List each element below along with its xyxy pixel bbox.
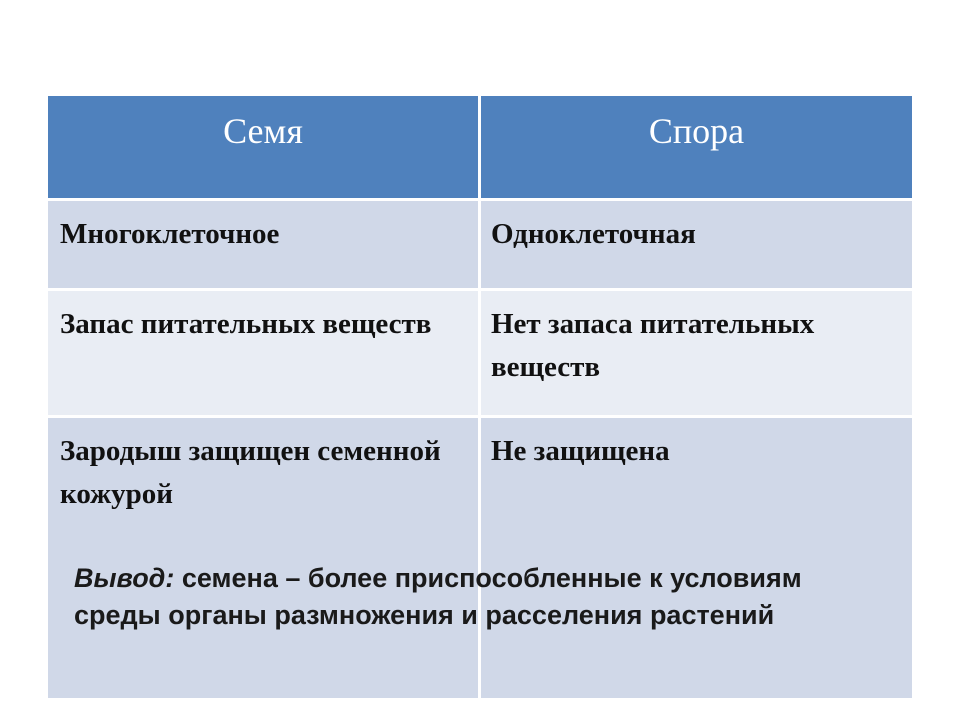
table-cell: Не защищена [481,418,912,698]
conclusion-lead: Вывод: [74,563,175,593]
table-cell: Одноклеточная [481,201,912,288]
table-cell: Запас питательных веществ [48,291,478,415]
table-row [48,418,912,698]
table-cell: Многоклеточное [48,201,478,288]
table-cell: Нет запаса питательных веществ [481,291,912,415]
conclusion-text [74,560,834,634]
table-row [48,291,912,415]
header-cell-seed: Семя [48,96,478,198]
table-row [48,201,912,288]
table-cell: Зародыш защищен семенной кожурой [48,418,478,698]
header-cell-spore: Спора [481,96,912,198]
table-header-row [48,96,912,198]
conclusion-body: семена – более приспособленные к условиям среды органы размножения и расселения растений [74,563,802,630]
